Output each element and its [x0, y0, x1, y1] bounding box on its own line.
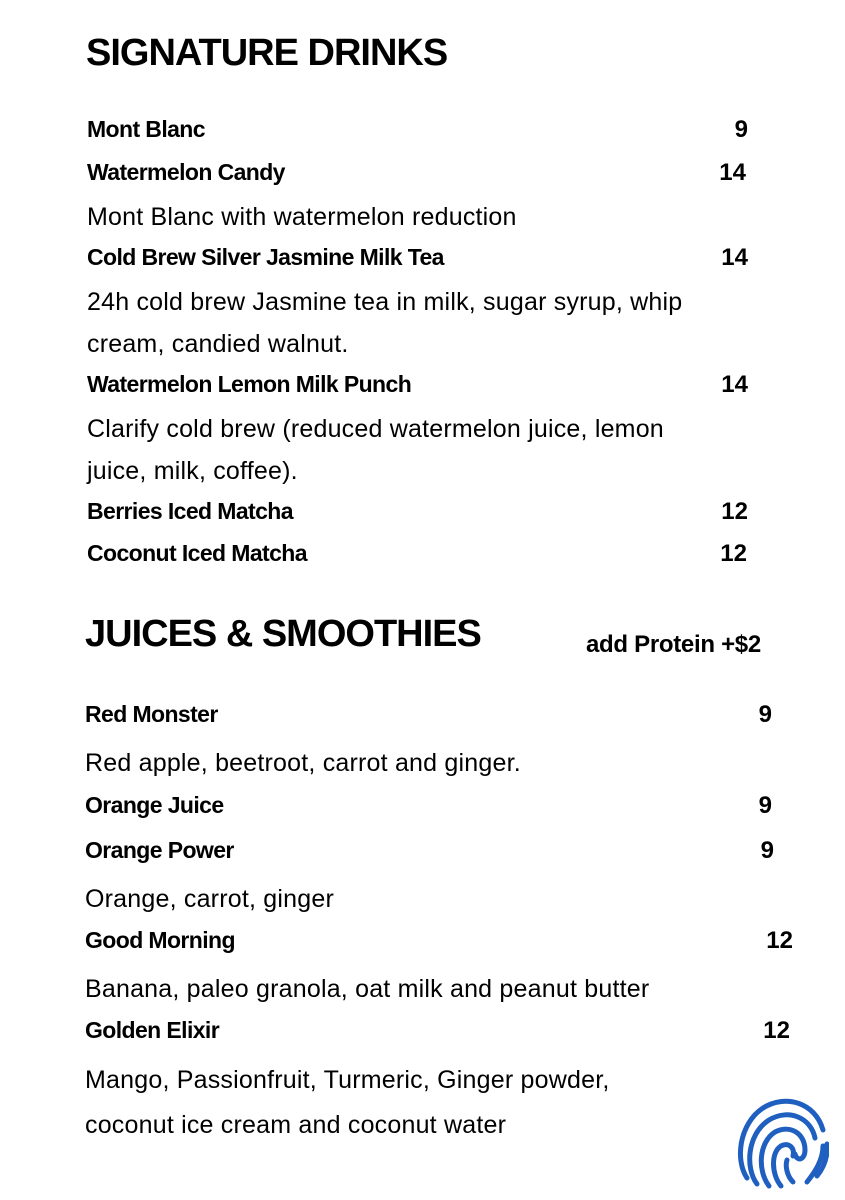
item-price-watermelon-candy: 14: [719, 159, 746, 186]
item-desc-milk-punch-line-1: Clarify cold brew (reduced watermelon juice, lemon: [87, 415, 664, 443]
item-price-mont-blanc: 9: [734, 116, 748, 143]
item-price-berries-iced-matcha: 12: [721, 498, 748, 525]
item-name-mont-blanc: Mont Blanc: [87, 116, 205, 142]
item-name-orange-power: Orange Power: [85, 837, 234, 863]
item-desc-watermelon-candy: Mont Blanc with watermelon reduction: [87, 203, 517, 231]
add-protein-note: add Protein +$2: [586, 631, 761, 658]
item-price-orange-power: 9: [760, 837, 774, 864]
item-price-watermelon-lemon-milk-punch: 14: [721, 371, 748, 398]
item-desc-orange-power: Orange, carrot, ginger: [85, 885, 334, 913]
item-name-red-monster: Red Monster: [85, 701, 218, 727]
item-price-good-morning: 12: [766, 927, 793, 954]
item-name-watermelon-lemon-milk-punch: Watermelon Lemon Milk Punch: [87, 371, 412, 397]
item-desc-cold-brew-line-2: cream, candied walnut.: [87, 330, 349, 358]
item-price-coconut-iced-matcha: 12: [720, 540, 747, 567]
item-price-cold-brew-silver-jasmine-milk-tea: 14: [721, 244, 748, 271]
item-name-good-morning: Good Morning: [85, 927, 235, 953]
item-name-coconut-iced-matcha: Coconut Iced Matcha: [87, 540, 307, 566]
item-desc-red-monster: Red apple, beetroot, carrot and ginger.: [85, 749, 521, 777]
item-desc-golden-elixir-line-1: Mango, Passionfruit, Turmeric, Ginger powder,: [85, 1066, 610, 1094]
item-price-orange-juice: 9: [758, 792, 772, 819]
item-name-golden-elixir: Golden Elixir: [85, 1017, 220, 1043]
section-title-juices-smoothies: JUICES & SMOOTHIES: [85, 613, 481, 655]
item-desc-cold-brew-line-1: 24h cold brew Jasmine tea in milk, sugar syrup, whip: [87, 288, 683, 316]
item-name-watermelon-candy: Watermelon Candy: [87, 159, 285, 185]
section-title-signature-drinks: SIGNATURE DRINKS: [86, 32, 448, 74]
fingerprint-icon: [733, 1090, 829, 1190]
item-name-orange-juice: Orange Juice: [85, 792, 224, 818]
item-desc-golden-elixir-line-2: coconut ice cream and coconut water: [85, 1111, 507, 1139]
item-name-cold-brew-silver-jasmine-milk-tea: Cold Brew Silver Jasmine Milk Tea: [87, 244, 444, 270]
item-price-golden-elixir: 12: [763, 1017, 790, 1044]
item-price-red-monster: 9: [758, 701, 772, 728]
item-desc-milk-punch-line-2: juice, milk, coffee).: [87, 457, 298, 485]
item-desc-good-morning: Banana, paleo granola, oat milk and peanut butter: [85, 975, 650, 1003]
item-name-berries-iced-matcha: Berries Iced Matcha: [87, 498, 293, 524]
